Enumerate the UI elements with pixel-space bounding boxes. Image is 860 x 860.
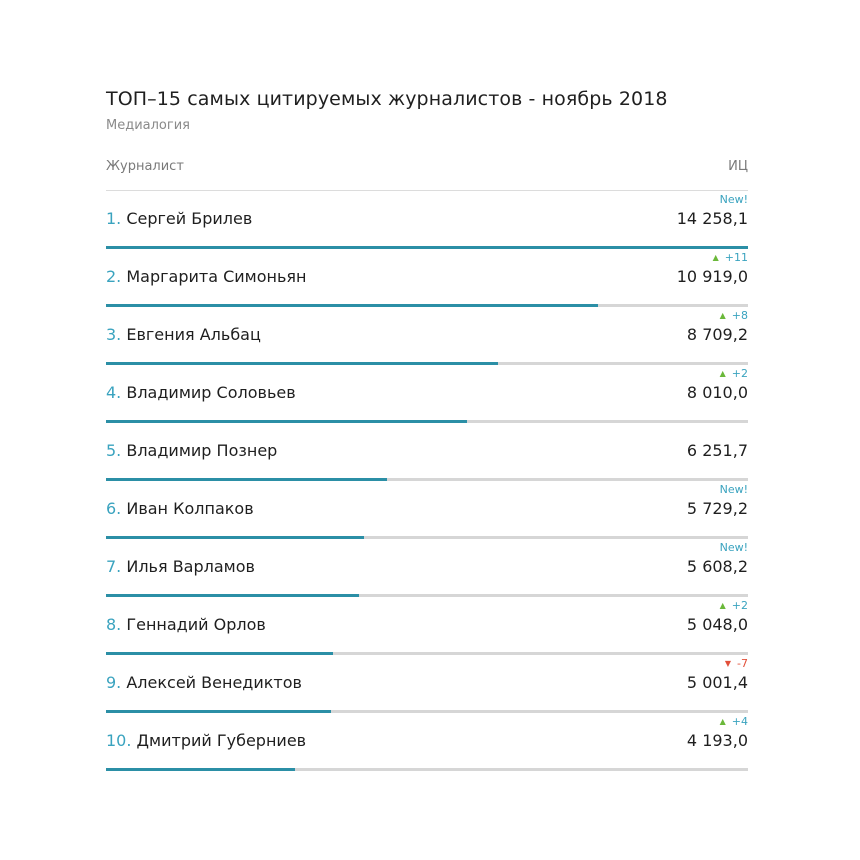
citation-index-value: 5 001,4 [686,673,748,692]
rank-change [720,599,748,612]
rank-number: 10. [106,731,132,750]
journalist-name: Дмитрий Губерниев [131,731,307,750]
ranking-row [106,655,748,713]
journalist-label [106,383,296,402]
journalist-name: Илья Варламов [121,557,255,576]
journalist-name: Алексей Венедиктов [121,673,302,692]
rank-number: 9. [106,673,122,692]
rank-change [713,251,748,264]
rank-change [720,193,748,206]
journalist-name: Владимир Познер [121,441,278,460]
rank-change [725,657,748,670]
new-badge: New! [719,193,748,206]
chart-container [106,88,748,771]
journalist-name: Иван Колпаков [121,499,254,518]
rank-change-value: +8 [731,309,748,322]
triangle-up-icon: ▲ [719,311,726,320]
ranking-row [106,365,748,423]
journalist-label [106,673,302,692]
journalist-label [106,325,261,344]
rank-change [720,715,748,728]
ranking-row [106,249,748,307]
column-header [106,159,748,177]
citation-index-value: 4 193,0 [686,731,748,750]
chart-subtitle: Медиалогия [106,118,190,133]
ranking-row [106,713,748,771]
citation-index-value: 10 919,0 [676,267,748,286]
rank-number: 2. [106,267,122,286]
rank-change-value: +11 [724,251,748,264]
rank-number: 7. [106,557,122,576]
journalist-name: Евгения Альбац [121,325,261,344]
citation-index-value: 6 251,7 [686,441,748,460]
rank-change [720,483,748,496]
ranking-row [106,597,748,655]
ranking-row [106,307,748,365]
citation-index-value: 5 608,2 [686,557,748,576]
ranking-row [106,423,748,481]
journalist-name: Маргарита Симоньян [121,267,307,286]
ranking-row [106,539,748,597]
journalist-label [106,731,306,750]
triangle-up-icon: ▲ [719,369,726,378]
ranking-row [106,191,748,249]
bar-fill [106,768,295,771]
rank-number: 6. [106,499,122,518]
rank-number: 4. [106,383,122,402]
journalist-label [106,615,266,634]
rank-change-value: +4 [731,715,748,728]
rank-number: 8. [106,615,122,634]
citation-index-value: 5 729,2 [686,499,748,518]
rank-number: 5. [106,441,122,460]
ranking-list [106,191,748,771]
journalist-name: Геннадий Орлов [121,615,266,634]
rank-change-value: -7 [737,657,748,670]
journalist-label [106,441,277,460]
journalist-label [106,267,307,286]
citation-index-value: 14 258,1 [676,209,748,228]
rank-change-value: +2 [731,367,748,380]
rank-number: 3. [106,325,122,344]
new-badge: New! [719,541,748,554]
journalist-label [106,499,254,518]
triangle-up-icon: ▲ [712,253,719,262]
citation-index-value: 5 048,0 [686,615,748,634]
triangle-up-icon: ▲ [719,717,726,726]
citation-index-value: 8 010,0 [686,383,748,402]
citation-index-value: 8 709,2 [686,325,748,344]
journalist-label [106,209,252,228]
journalist-name: Владимир Соловьев [121,383,296,402]
rank-change [720,367,748,380]
journalist-label [106,557,255,576]
bar-track [106,768,748,771]
journalist-name: Сергей Брилев [121,209,253,228]
rank-change [720,309,748,322]
ranking-row [106,481,748,539]
column-header-journalist: Журналист [106,159,184,174]
triangle-up-icon: ▲ [719,601,726,610]
column-header-index: ИЦ [728,159,748,174]
chart-title: ТОП–15 самых цитируемых журналистов - ноябрь 2018 [106,88,668,110]
new-badge: New! [719,483,748,496]
rank-change-value: +2 [731,599,748,612]
rank-change [720,541,748,554]
rank-number: 1. [106,209,122,228]
triangle-down-icon: ▼ [724,659,732,668]
